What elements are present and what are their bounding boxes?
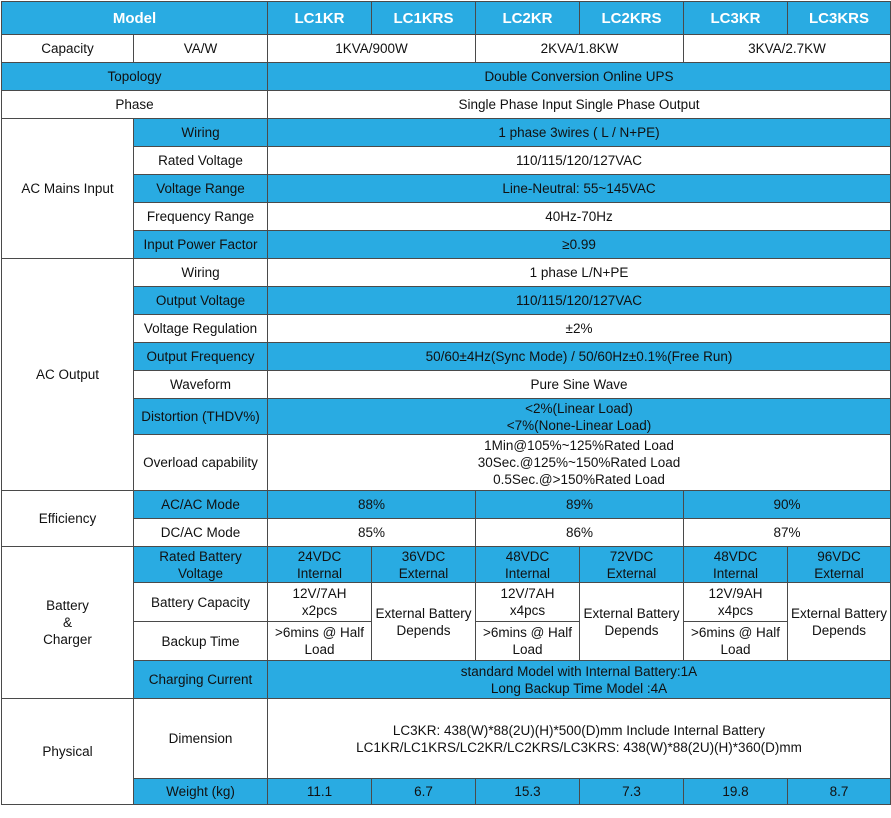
ac-output-frequency-row [2,343,891,371]
ups-spec-table [1,1,891,805]
capacity-row [2,35,891,63]
spec-label: Distortion (THDV%) [134,399,268,435]
spec-label: Output Voltage [134,287,268,315]
ac-input-rated-voltage-row [2,147,891,175]
spec-value: 110/115/120/127VAC [268,147,891,175]
phase-row [2,91,891,119]
spec-label: Rated Battery Voltage [134,547,268,583]
spec-label: Input Power Factor [134,231,268,259]
spec-value: Pure Sine Wave [268,371,891,399]
efficiency-value: 87% [684,519,891,547]
efficiency-value: 86% [476,519,684,547]
efficiency-dc-row [2,519,891,547]
ac-output-wiring-row [2,259,891,287]
ac-output-waveform-row [2,371,891,399]
model-name: LC3KR [684,2,788,35]
efficiency-value: 88% [268,491,476,519]
spec-label: AC/AC Mode [134,491,268,519]
spec-label: Wiring [134,259,268,287]
weight-value: 7.3 [580,779,684,805]
spec-label: Charging Current [134,661,268,699]
rated-battery-voltage: 48VDC Internal [476,547,580,583]
capacity-unit: VA/W [134,35,268,63]
rated-battery-voltage: 72VDC External [580,547,684,583]
dimension-line: LC1KR/LC1KRS/LC2KR/LC2KRS/LC3KRS: 438(W)*88(2U)(H)*360(D)mm [356,739,802,755]
dimension-value [268,699,891,779]
efficiency-value: 85% [268,519,476,547]
weight-value: 15.3 [476,779,580,805]
external-battery-note: External Battery Depends [372,583,476,661]
battery-group-label-line: Charger [43,632,92,647]
ac-output-distortion-row [2,399,891,435]
battery-group-label [2,547,134,699]
spec-label: Wiring [134,119,268,147]
spec-label: Backup Time [134,622,268,661]
ac-input-power-factor-row [2,231,891,259]
topology-label: Topology [2,63,268,91]
backup-time-value: >6mins @ Half Load [268,622,372,661]
battery-capacity-value: 12V/7AH x4pcs [476,583,580,622]
rated-battery-voltage: 24VDC Internal [268,547,372,583]
model-header-cell: Model [2,2,268,35]
backup-time-value: >6mins @ Half Load [476,622,580,661]
ac-input-wiring-row [2,119,891,147]
spec-value [268,435,891,491]
spec-label: Frequency Range [134,203,268,231]
spec-label: Output Frequency [134,343,268,371]
charging-line: standard Model with Internal Battery:1A [460,663,698,679]
ac-output-regulation-row [2,315,891,343]
battery-rated-voltage-row [2,547,891,583]
external-battery-note: External Battery Depends [788,583,891,661]
topology-row [2,63,891,91]
efficiency-group-label: Efficiency [2,491,134,547]
spec-label: Battery Capacity [134,583,268,622]
header-row [2,2,891,35]
spec-label: Waveform [134,371,268,399]
spec-value: ±2% [268,315,891,343]
capacity-value: 2KVA/1.8KW [476,35,684,63]
weight-value: 11.1 [268,779,372,805]
spec-value: 40Hz-70Hz [268,203,891,231]
weight-value: 8.7 [788,779,891,805]
spec-label: Voltage Range [134,175,268,203]
dimension-row [2,699,891,779]
efficiency-ac-row [2,491,891,519]
charging-current-value [268,661,891,699]
overload-line: 1Min@105%~125%Rated Load [484,438,674,453]
charging-line: Long Backup Time Model :4A [490,680,668,696]
spec-value: ≥0.99 [268,231,891,259]
rated-battery-voltage: 36VDC External [372,547,476,583]
weight-row [2,779,891,805]
weight-value: 6.7 [372,779,476,805]
spec-label: Weight (kg) [134,779,268,805]
efficiency-value: 89% [476,491,684,519]
efficiency-value: 90% [684,491,891,519]
spec-value: Line-Neutral: 55~145VAC [268,175,891,203]
phase-label: Phase [2,91,268,119]
spec-label: Voltage Regulation [134,315,268,343]
spec-value: 1 phase L/N+PE [268,259,891,287]
external-battery-note: External Battery Depends [580,583,684,661]
spec-label: DC/AC Mode [134,519,268,547]
spec-value: 110/115/120/127VAC [268,287,891,315]
distortion-line: <2%(Linear Load) [525,400,633,416]
spec-value: 1 phase 3wires ( L / N+PE) [268,119,891,147]
battery-group-label-line: & [62,615,72,630]
spec-label: Dimension [134,699,268,779]
overload-line: 0.5Sec.@>150%Rated Load [493,472,665,487]
model-name: LC3KRS [788,2,891,35]
topology-value: Double Conversion Online UPS [268,63,891,91]
model-name: LC2KR [476,2,580,35]
model-name: LC1KRS [372,2,476,35]
battery-capacity-row [2,583,891,622]
dimension-line: LC3KR: 438(W)*88(2U)(H)*500(D)mm Include Internal Battery [392,722,766,738]
physical-group-label: Physical [2,699,134,805]
capacity-value: 1KVA/900W [268,35,476,63]
spec-value: 50/60±4Hz(Sync Mode) / 50/60Hz±0.1%(Free Run) [268,343,891,371]
backup-time-value: >6mins @ Half Load [684,622,788,661]
ac-output-overload-row [2,435,891,491]
model-name: LC2KRS [580,2,684,35]
capacity-label: Capacity [2,35,134,63]
battery-capacity-value: 12V/9AH x4pcs [684,583,788,622]
battery-capacity-value: 12V/7AH x2pcs [268,583,372,622]
ac-output-voltage-row [2,287,891,315]
ac-output-group-label: AC Output [2,259,134,491]
charging-current-row [2,661,891,699]
rated-battery-voltage: 48VDC Internal [684,547,788,583]
spec-label: Rated Voltage [134,147,268,175]
model-name: LC1KR [268,2,372,35]
battery-group-label-line: Battery [46,598,89,613]
overload-line: 30Sec.@125%~150%Rated Load [477,455,681,470]
spec-value [268,399,891,435]
distortion-line: <7%(None-Linear Load) [506,417,652,433]
ac-input-group-label: AC Mains Input [2,119,134,259]
spec-label: Overload capability [134,435,268,491]
phase-value: Single Phase Input Single Phase Output [268,91,891,119]
ac-input-voltage-range-row [2,175,891,203]
weight-value: 19.8 [684,779,788,805]
capacity-value: 3KVA/2.7KW [684,35,891,63]
rated-battery-voltage: 96VDC External [788,547,891,583]
ac-input-frequency-range-row [2,203,891,231]
